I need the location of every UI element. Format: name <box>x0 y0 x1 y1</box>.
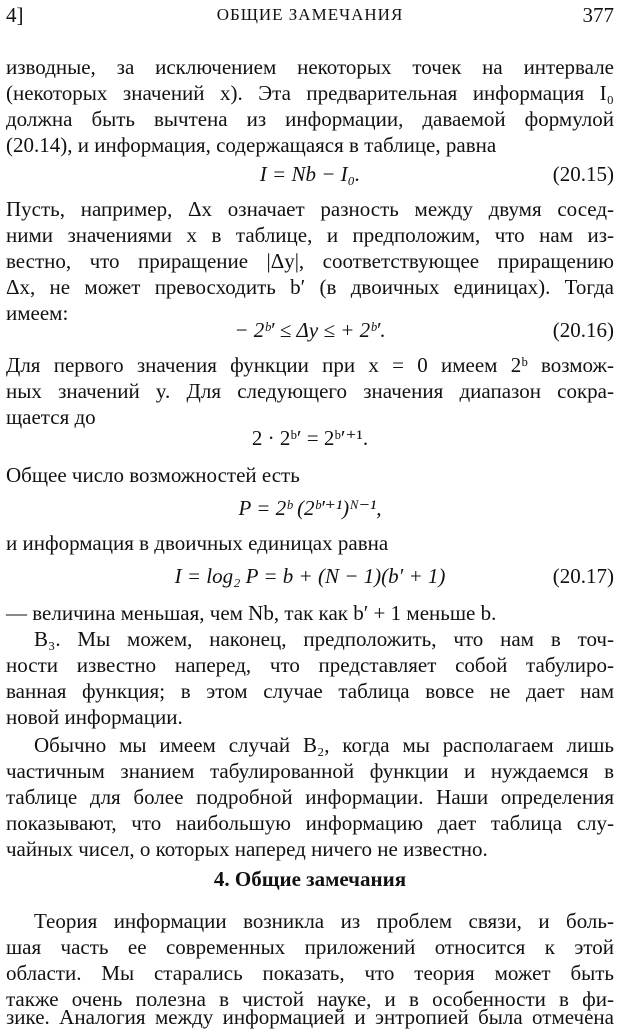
text-line: имеем: <box>6 301 69 325</box>
equation-20-17 <box>6 562 614 590</box>
text-line: чайных чисел, о которых наперед ничего не известно. <box>6 837 488 861</box>
text-line: должна быть вычтена из информации, даваемой формулой <box>6 107 614 131</box>
text-line: — величина меньшая, чем Nb, так как b′ + 1 меньше b. <box>6 601 497 625</box>
text-line: шая часть ее современных приложений относится к этой <box>6 935 614 959</box>
equation-20-16 <box>6 316 614 344</box>
equation-range <box>6 424 614 452</box>
text-line: и информация в двоичных единицах равна <box>6 531 389 555</box>
text-line: ности известно наперед, что представляет собой табулиро- <box>6 653 614 677</box>
text-line: ванная функция; в этом случае таблица вовсе не дает нам <box>6 679 614 703</box>
equation-20-15 <box>6 160 614 188</box>
equation-expression: − 2ᵇ′ ≤ Δy ≤ + 2ᵇ′. <box>234 318 386 342</box>
text-line: Для первого значения функции при x = 0 имеем 2ᵇ возмож- <box>6 353 614 377</box>
equation-number: (20.16) <box>552 318 614 342</box>
text-line: (20.14), и информация, содержащаяся в таблице, равна <box>6 133 497 157</box>
text-line: вестно, что приращение |Δy|, соответствующее приращению <box>6 249 614 273</box>
running-header <box>6 2 614 28</box>
text-line: Общее число возможностей есть <box>6 463 300 487</box>
text-line: изводные, за исключением некоторых точек на интервале <box>6 55 614 79</box>
text-line: зике. Аналогия между информацией и энтропией была отмечена <box>6 1005 614 1029</box>
text-line: показывают, что наибольшую информацию дает таблица слу- <box>6 811 614 835</box>
text-line: ними значениями x в таблице, и предположим, что нам из- <box>6 223 614 247</box>
text-line: Обычно мы имеем случай B₂, когда мы располагаем лишь <box>34 733 614 757</box>
text-line: новой информации. <box>6 705 183 729</box>
equation-expression: P = 2ᵇ (2ᵇ′⁺¹)ᴺ⁻¹, <box>238 496 382 520</box>
equation-number: (20.17) <box>552 564 614 588</box>
text-line: Теория информации возникла из проблем связи, и боль- <box>34 909 614 933</box>
text-line: также очень полезна в чистой науке, и в особенности в фи- <box>6 987 614 1011</box>
text-line: B₃. Мы можем, наконец, предположить, что нам в точ- <box>34 627 614 651</box>
equation-expression: 2 · 2ᵇ′ = 2ᵇ′⁺¹. <box>251 426 369 450</box>
page-number: 377 <box>582 3 614 27</box>
section-heading: 4. Общие замечания <box>213 867 407 891</box>
text-line: Δx, не может превосходить b′ (в двоичных единицах). Тогда <box>6 275 614 299</box>
equation-expression: I = Nb − I₀. <box>259 162 361 186</box>
running-title: ОБЩИЕ ЗАМЕЧАНИЯ <box>216 5 404 24</box>
text-line: области. Мы старались показать, что теория может быть <box>6 961 614 985</box>
section-mark: 4] <box>6 3 24 27</box>
equation-expression: I = log₂ P = b + (N − 1)(b′ + 1) <box>174 564 446 588</box>
text-line: Пусть, например, Δx означает разность между двумя сосед- <box>6 197 614 221</box>
equation-number: (20.15) <box>552 162 614 186</box>
text-line: щается до <box>6 405 96 429</box>
text-line: ных значений y. Для следующего значения диапазон сокра- <box>6 379 614 403</box>
text-line: (некоторых значений x). Эта предварительная информация I₀ <box>6 81 614 105</box>
text-line: таблице для более подробной информации. Наши определения <box>6 785 614 809</box>
equation-possibilities <box>6 494 614 522</box>
text-line: частичным знанием табулированной функции и нуждаемся в <box>6 759 614 783</box>
